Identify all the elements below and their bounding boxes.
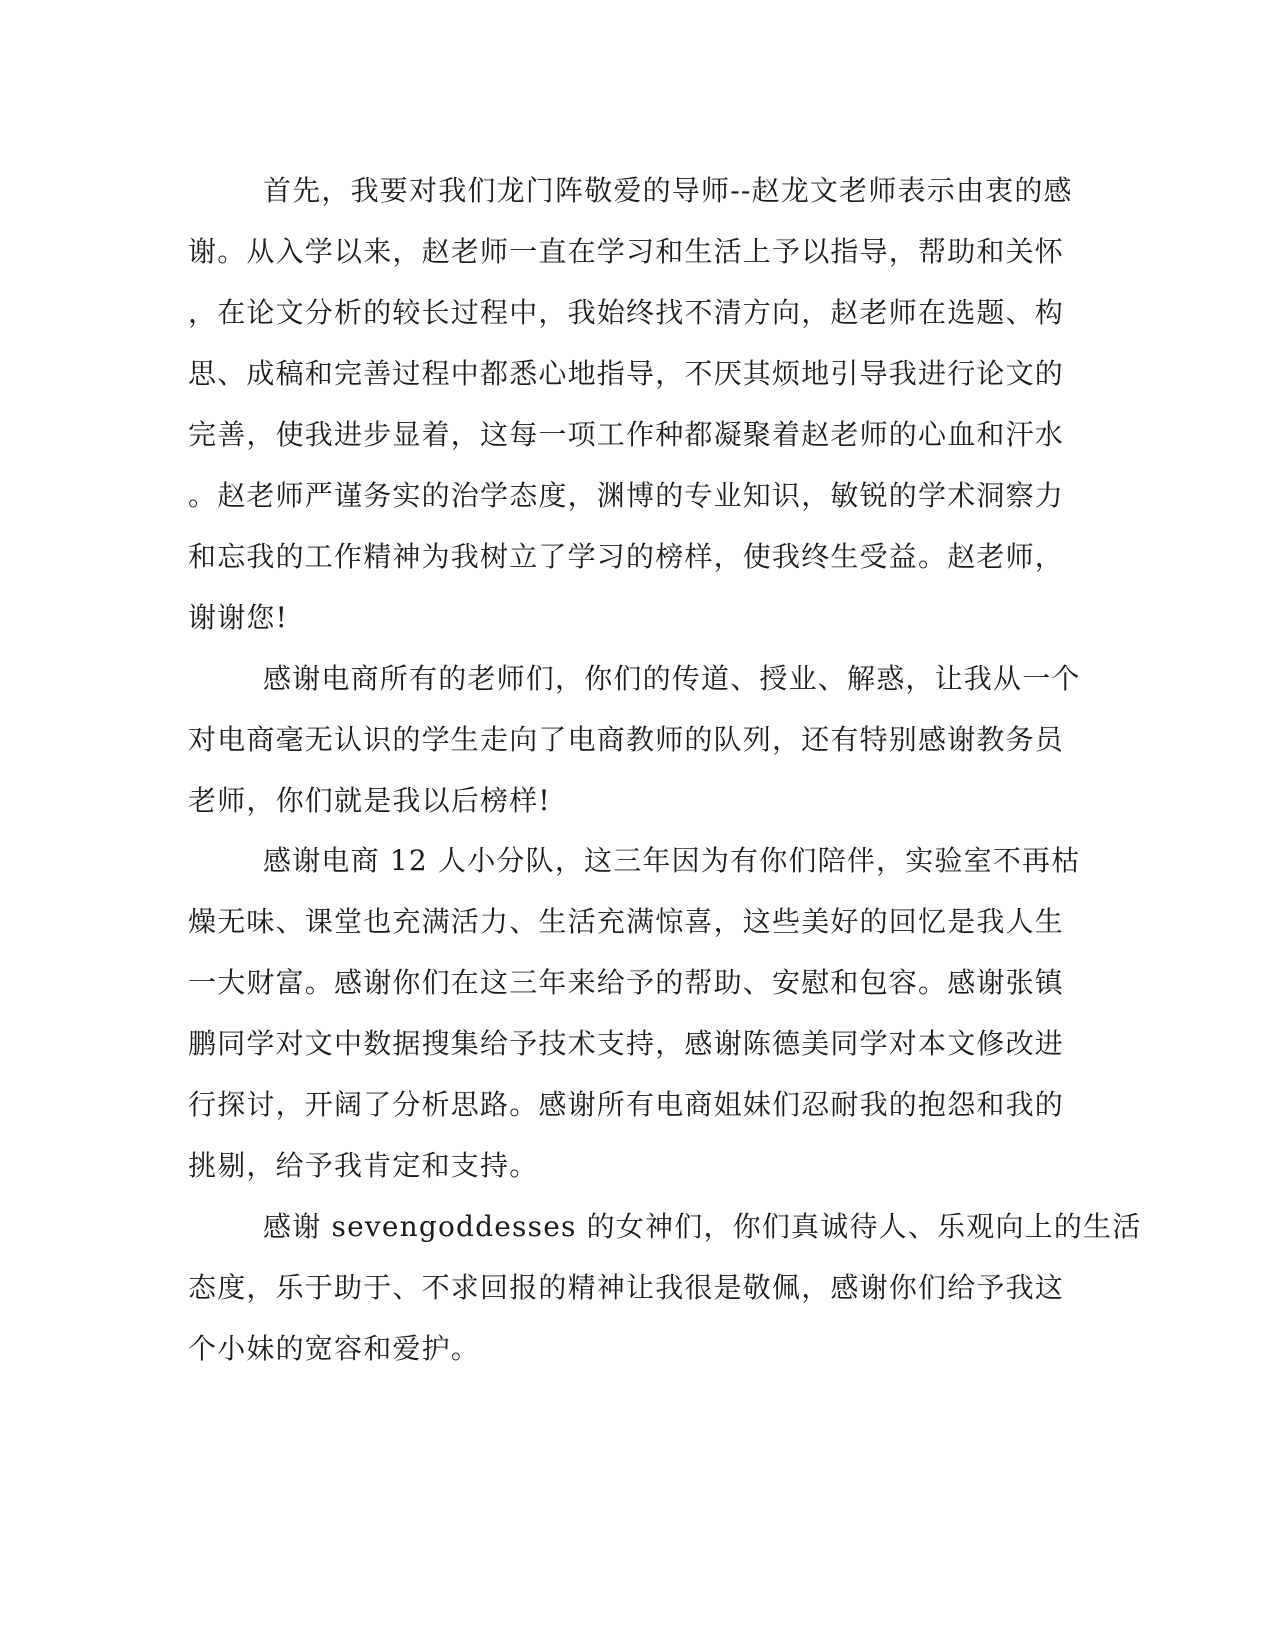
text-line: 对电商毫无认识的学生走向了电商教师的队列，还有特别感谢教务员 xyxy=(188,723,1065,756)
text-line: 感谢电商所有的老师们，你们的传道、授业、解惑，让我从一个 xyxy=(263,662,1081,695)
text-line: 感谢电商 12 人小分队，这三年因为有你们陪伴，实验室不再枯 xyxy=(263,844,1081,877)
text-line: 个小妹的宽容和爱护。 xyxy=(188,1332,481,1365)
text-line: 行探讨，开阔了分析思路。感谢所有电商姐妹们忍耐我的抱怨和我的 xyxy=(188,1088,1065,1121)
paragraph-thanks-teachers xyxy=(188,648,1081,831)
text-line: 一大财富。感谢你们在这三年来给予的帮助、安慰和包容。感谢张镇 xyxy=(188,966,1065,999)
text-line: 燥无味、课堂也充满活力、生活充满惊喜，这些美好的回忆是我人生 xyxy=(188,905,1065,938)
text-line: 。赵老师严谨务实的治学态度，渊博的专业知识，敏锐的学术洞察力 xyxy=(188,479,1065,512)
text-line: 完善，使我进步显着，这每一项工作种都凝聚着赵老师的心血和汗水 xyxy=(188,418,1065,451)
text-line: 鹏同学对文中数据搜集给予技术支持，感谢陈德美同学对本文修改进 xyxy=(188,1027,1065,1060)
text-line: 老师，你们就是我以后榜样! xyxy=(188,784,551,817)
text-line: 挑剔，给予我肯定和支持。 xyxy=(188,1149,539,1182)
text-line: 和忘我的工作精神为我树立了学习的榜样，使我终生受益。赵老师， xyxy=(188,540,1065,573)
paragraph-thanks-classmates xyxy=(188,830,1081,1196)
text-line: 态度，乐于助于、不求回报的精神让我很是敬佩，感谢你们给予我这 xyxy=(188,1271,1065,1304)
text-line: 谢谢您! xyxy=(188,601,289,634)
paragraph-thanks-friends xyxy=(188,1196,1142,1379)
text-line: 首先，我要对我们龙门阵敬爱的导师--赵龙文老师表示由衷的感 xyxy=(263,174,1073,207)
text-line: 感谢 sevengoddesses 的女神们，你们真诚待人、乐观向上的生活 xyxy=(263,1210,1142,1243)
text-line: 思、成稿和完善过程中都悉心地指导，不厌其烦地引导我进行论文的 xyxy=(188,357,1065,390)
paragraph-thanks-advisor xyxy=(188,160,1073,648)
text-line: ，在论文分析的较长过程中，我始终找不清方向，赵老师在选题、构 xyxy=(188,296,1065,329)
text-line: 谢。从入学以来，赵老师一直在学习和生活上予以指导，帮助和关怀 xyxy=(188,235,1065,268)
